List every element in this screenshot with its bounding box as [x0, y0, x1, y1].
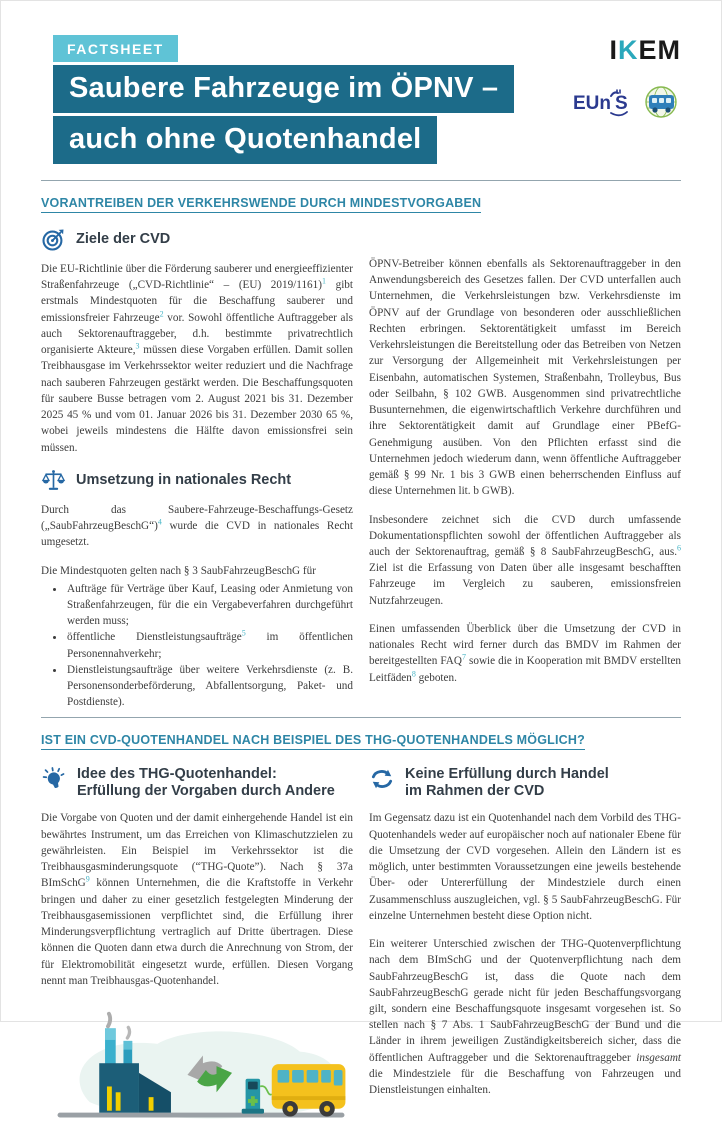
section1-columns	[41, 219, 681, 711]
subheading-label	[405, 766, 609, 801]
section2-left-column	[41, 756, 353, 1138]
thg-quotenhandel-illustration	[45, 1007, 357, 1133]
paragraph-mindestquoten-intro: Die Mindestquoten gelten nach § 3 SaubFahrzeugBeschG für	[41, 563, 353, 579]
section1-left-column	[41, 219, 353, 711]
footnote-marker: 5	[242, 629, 246, 638]
footnote-marker: 1	[322, 277, 326, 286]
paragraph-weiterer-unterschied: Ein weiterer Unterschied zwischen der THG-Quotenverpflichtung nach dem BImSchG und der Quotenverpflichtung nach dem SaubFahrzeugBeschG ist, dass die Quote nach dem SaubFahrzeugBeschG gerade nicht für jeden Beschaffungsvorgang gilt, sondern eine Beschaffungsquote insgesamt vorgesehen ist. So stellen nach § 7 Abs. 1 SaubFahrzeugBeschG der Bund und die Länder in ihrem jeweiligen Zuständigkeitsbereich sicher, dass die öffentlichen Auftraggeber und die Sektorenauftraggeber insgesamt die Mindestziele für die Beschaffung von Fahrzeugen und Dienstleistungen einhalten.	[369, 936, 681, 1098]
subheading-idee-thg	[41, 766, 353, 801]
footnote-marker: 8	[412, 669, 416, 678]
list-item: • Dienstleistungsaufträge über weitere Verkehrsdienste (z. B. Personensonderbeförderung, Abfallentsorgung, Paket- und Postdienste).	[65, 662, 353, 711]
section2-heading: IST EIN CVD-QUOTENHANDEL NACH BEISPIEL DES THG-QUOTENHANDELS MÖGLICH?	[41, 733, 585, 750]
euns-logo-graphic	[573, 84, 681, 120]
subheading-line2: Erfüllung der Vorgaben durch Andere	[77, 783, 335, 799]
section1-right-column	[369, 219, 681, 698]
footnote-marker: 4	[158, 517, 162, 526]
ikem-logo-k: K	[618, 35, 639, 65]
paragraph-saubfahrzeugbeschg: Durch das Saubere-Fahrzeuge-Beschaffungs-Gesetz („SaubFahrzeugBeschG“)$^4$ wurde die CVD in nationales Recht umgesetzt.	[41, 502, 353, 551]
list-item: • öffentliche Dienstleistungsaufträge$^5$ im öffentlichen Personennahverkehr;	[65, 629, 353, 661]
subheading-label: Ziele der CVD	[76, 231, 170, 248]
subheading-line1: Idee des THG-Quotenhandel:	[77, 766, 277, 782]
factsheet-badge: FACTSHEET	[53, 35, 178, 62]
subheading-label	[77, 766, 335, 801]
footnote-marker: 9	[86, 875, 90, 884]
subheading-umsetzung	[41, 468, 353, 493]
lightbulb-icon	[41, 766, 67, 792]
euns-logo	[573, 84, 681, 125]
paragraph-kein-quotenhandel: Im Gegensatz dazu ist ein Quotenhandel nach dem Vorbild des THG-Quotenhandels weder auf europäischer noch auf nationaler Ebene für die Umsetzung der CVD vorgesehen. Allein den Ländern ist es möglich, unter bestimmten Voraussetzungen eine jeweils bestehende Über- oder Untererfüllung der Mindestziele durch einen Zusammenschluss auszugleichen, vgl. § 5 SaubFahrzeugBeschG. Für einzelne Unternehmen besteht diese Option nicht.	[369, 810, 681, 924]
paragraph-thg-quote: Die Vorgabe von Quoten und der damit einhergehende Handel ist ein bewährtes Instrument, um das Erreichen von Klimaschutzzielen zu gewährleisten. Ein Beispiel im Verkehrssektor ist die Treibhausgasminderungsquote (“THG-Quote”). Nach § 37a BImSchG$^9$ können Unternehmen, die die Kraftstoffe in Verkehr bringen und daher zu einer gesetzlich festgelegten Minderung der Treibhausgasemissionen verpflichtet sind, die Erfüllung ihrer Minderungsverpflichtung vertraglich auf Dritte übertragen. Diese können die Quoten dann etwa durch die Anrechnung von Strom, der für Elektromobilität eingesetzt wurde, erfüllen. Diesen Vorgang nennt man Treibhausgas-Quotenhandel.	[41, 810, 353, 989]
footnote-marker: 2	[160, 309, 164, 318]
ground-line	[58, 1113, 345, 1118]
footnote-marker: 3	[136, 341, 140, 350]
page-header	[53, 35, 681, 164]
paragraph-oepnv-betreiber: ÖPNV-Betreiber können ebenfalls als Sektorenauftraggeber in den Anwendungsbereich des Gesetzes fallen. Der CVD unterfallen auch Unternehmen, die Verkehrsleistungen bzw. Verkehrsdienste im ÖPNV auf der Grundlage von besonderen oder ausschließlichen Rechten erbringen. Sektorentätigkeit umfasst im Bereich Verkehrsleistungen die Bereitstellung oder das Betreiben von Netzen zur Versorgung der Allgemeinheit mit Verkehrsleistungen per Eisenbahn, automatischen Systemen, Straßenbahn, Trolleybus, Bus oder Seilbahn, § 102 GWB. Ausgenommen sind privatrechtliche Busunternehmen, die eigenwirtschaftlich Verkehre durchführen und ihre Sektorentätigkeit damit auf Grundlage einer PBefG-Genehmigung ausüben. Von den Pflichten erfasst sind die Unternehmen jedoch wiederum dann, wenn öffentliche Auftraggeber gemäß § 99 Nr. 1 bis 3 GWB einen beherrschenden Einfluss auf diese Unternehmen lit. b GWB).	[369, 256, 681, 500]
paragraph-cvd-ziele: Die EU-Richtlinie über die Förderung sauberer und energieeffizienter Straßenfahrzeuge („CVD-Richtlinie“ – (EU) 2019/1161)$^1$ gibt erstmals Mindestquoten für die Beschaffung sauberer und emissionsfreier Fahrzeuge$^2$ vor. Sowohl öffentliche Auftraggeber als auch Sektorenauftraggeber, d.h. bestimmte privatrechtlich organisierte Akteure,$^3$ müssen diese Vorgaben erfüllen. Damit sollen Treibhausgase im Verkehrssektor weiter reduziert und die Nachfrage nach sauberen Fahrzeugen gestärkt werden. Die Beschaffungsquoten für saubere Busse betragen vom 2. August 2021 bis 31. Dezember 2025 45 % und vom 01. Januar 2026 bis 31. Dezember 2030 65 %, wobei jeweils mindestens die Hälfte davon emissionsfrei sein müssen.	[41, 261, 353, 456]
subheading-line1: Keine Erfüllung durch Handel	[405, 766, 609, 782]
euns-logo-text-eun: EUn	[573, 93, 611, 114]
section2-right-column	[369, 756, 681, 1111]
section2-columns	[41, 756, 681, 1138]
ikem-logo	[573, 37, 681, 64]
mindestquoten-bullet-list	[41, 581, 353, 711]
paragraph-ueberblick-bmdv: Einen umfassenden Überblick über die Umsetzung der CVD in nationales Recht wird ferner durch das BMDV im Rahmen der bereitgestellten FAQ$^7$ sowie die in Kooperation mit BMDV erstellten Leitfäden$^8$ geboten.	[369, 621, 681, 686]
exchange-cycle-icon	[369, 766, 395, 792]
page-title-line1: Saubere Fahrzeuge im ÖPNV –	[53, 65, 514, 113]
list-item: • Aufträge für Verträge über Kauf, Leasing oder Anmietung von Straßenfahrzeugen, für die ein Vergabeverfahren durchgeführt werden muss;	[65, 581, 353, 630]
ikem-logo-em: EM	[639, 35, 682, 65]
footnote-marker: 7	[462, 653, 466, 662]
subheading-line2: im Rahmen der CVD	[405, 783, 544, 799]
section1-heading: VORANTREIBEN DER VERKEHRSWENDE DURCH MINDESTVORGABEN	[41, 196, 481, 213]
euns-logo-text-s: S	[615, 93, 628, 114]
subheading-label: Umsetzung in nationales Recht	[76, 472, 291, 489]
scales-icon	[41, 468, 66, 493]
subheading-keine-erfuellung	[369, 766, 681, 801]
page-title-line2: auch ohne Quotenhandel	[53, 116, 437, 164]
target-icon	[41, 227, 66, 252]
paragraph-dokumentationspflichten: Insbesondere zeichnet sich die CVD durch umfassende Dokumentationspflichten sowohl der öffentlichen Auftraggeber als auch der Sektorenauftrag, gemäß § 8 SaubFahrzeugBeschG, aus.$^6$ Ziel ist die Erfassung von Daten über alle insgesamt beschafften Fahrzeuge im Vergleich zu sauberen, emissionsfreien Nutzfahrzeugen.	[369, 512, 681, 609]
footnote-marker: 6	[677, 543, 681, 552]
electric-bus-graphic	[272, 1064, 346, 1116]
ikem-logo-i: I	[609, 35, 618, 65]
subheading-ziele-der-cvd	[41, 227, 353, 252]
